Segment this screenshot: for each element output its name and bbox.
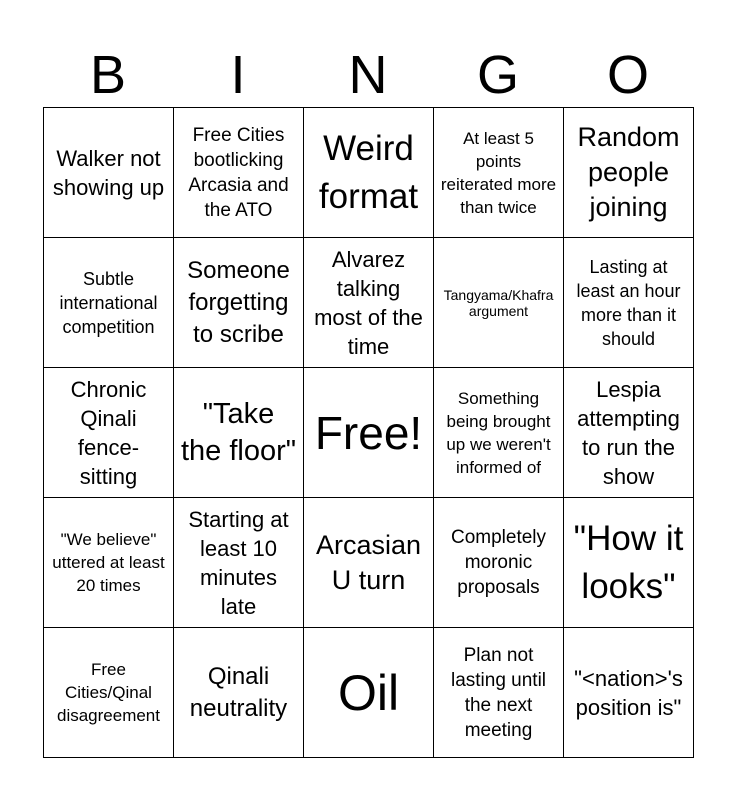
cell-text: Alvarez talking most of the time xyxy=(314,246,423,359)
cell-text: Qinali neutrality xyxy=(189,662,288,722)
cell-text: Weird format xyxy=(318,128,419,216)
bingo-cell-r1c1[interactable] xyxy=(44,108,174,238)
cell-text: "We believe" uttered at least 20 times xyxy=(52,530,165,595)
bingo-cell-r4c3[interactable] xyxy=(304,498,434,628)
header-letter-o: O xyxy=(606,45,649,105)
bingo-header xyxy=(43,44,693,106)
bingo-cell-r2c4[interactable] xyxy=(434,238,564,368)
bingo-cell-r2c1[interactable] xyxy=(44,238,174,368)
bingo-cell-r1c4[interactable] xyxy=(434,108,564,238)
bingo-cell-r4c1[interactable] xyxy=(44,498,174,628)
bingo-cell-r2c5[interactable] xyxy=(564,238,694,368)
cell-text: Random people joining xyxy=(577,122,680,222)
bingo-cell-r1c2[interactable] xyxy=(174,108,304,238)
cell-text: Lespia attempting to run the show xyxy=(577,376,680,489)
bingo-cell-r5c2[interactable] xyxy=(174,628,304,758)
cell-text: Oil xyxy=(337,664,400,721)
bingo-cell-r2c2[interactable] xyxy=(174,238,304,368)
cell-text: "<nation>'s position is" xyxy=(574,665,683,720)
cell-text: Free Cities/Qinal disagreement xyxy=(56,660,160,725)
cell-text: Chronic Qinali fence-sitting xyxy=(70,376,147,489)
bingo-grid xyxy=(43,107,694,758)
bingo-cell-r5c1[interactable] xyxy=(44,628,174,758)
cell-text: "How it looks" xyxy=(573,518,684,606)
bingo-cell-r4c5[interactable] xyxy=(564,498,694,628)
bingo-cell-r5c4[interactable] xyxy=(434,628,564,758)
bingo-cell-r4c2[interactable] xyxy=(174,498,304,628)
bingo-cell-r1c5[interactable] xyxy=(564,108,694,238)
cell-text: At least 5 points reiterated more than twice xyxy=(440,128,557,217)
free-space[interactable] xyxy=(304,368,434,498)
cell-text: Lasting at least an hour more than it should xyxy=(576,256,681,349)
bingo-cell-r3c1[interactable] xyxy=(44,368,174,498)
header-letter-g: G xyxy=(476,45,519,105)
header-letter-b: B xyxy=(89,45,127,105)
bingo-cell-r3c4[interactable] xyxy=(434,368,564,498)
header-letter-n: N xyxy=(348,45,388,105)
bingo-cell-r3c5[interactable] xyxy=(564,368,694,498)
bingo-cell-r3c2[interactable] xyxy=(174,368,304,498)
free-space-label: Free! xyxy=(314,406,423,459)
cell-text: Free Cities bootlicking Arcasia and the ATO xyxy=(188,124,289,221)
cell-text: Arcasian U turn xyxy=(315,529,422,595)
cell-text: "Take the floor" xyxy=(180,397,297,467)
cell-text: Subtle international competition xyxy=(59,268,158,337)
cell-text: Someone forgetting to scribe xyxy=(187,256,290,348)
cell-text: Something being brought up we weren't informed of xyxy=(446,388,551,477)
header-letter-i: I xyxy=(230,45,246,105)
cell-text: Walker not showing up xyxy=(52,145,165,200)
cell-text: Plan not lasting until the next meeting xyxy=(450,644,547,741)
cell-text: Completely moronic proposals xyxy=(450,527,547,598)
cell-text: Starting at least 10 minutes late xyxy=(188,506,289,619)
bingo-cell-r4c4[interactable] xyxy=(434,498,564,628)
bingo-cell-r5c3[interactable] xyxy=(304,628,434,758)
cell-text: Tangyama/Khafra argument xyxy=(443,286,554,319)
bingo-cell-r1c3[interactable] xyxy=(304,108,434,238)
bingo-cell-r5c5[interactable] xyxy=(564,628,694,758)
bingo-cell-r2c3[interactable] xyxy=(304,238,434,368)
